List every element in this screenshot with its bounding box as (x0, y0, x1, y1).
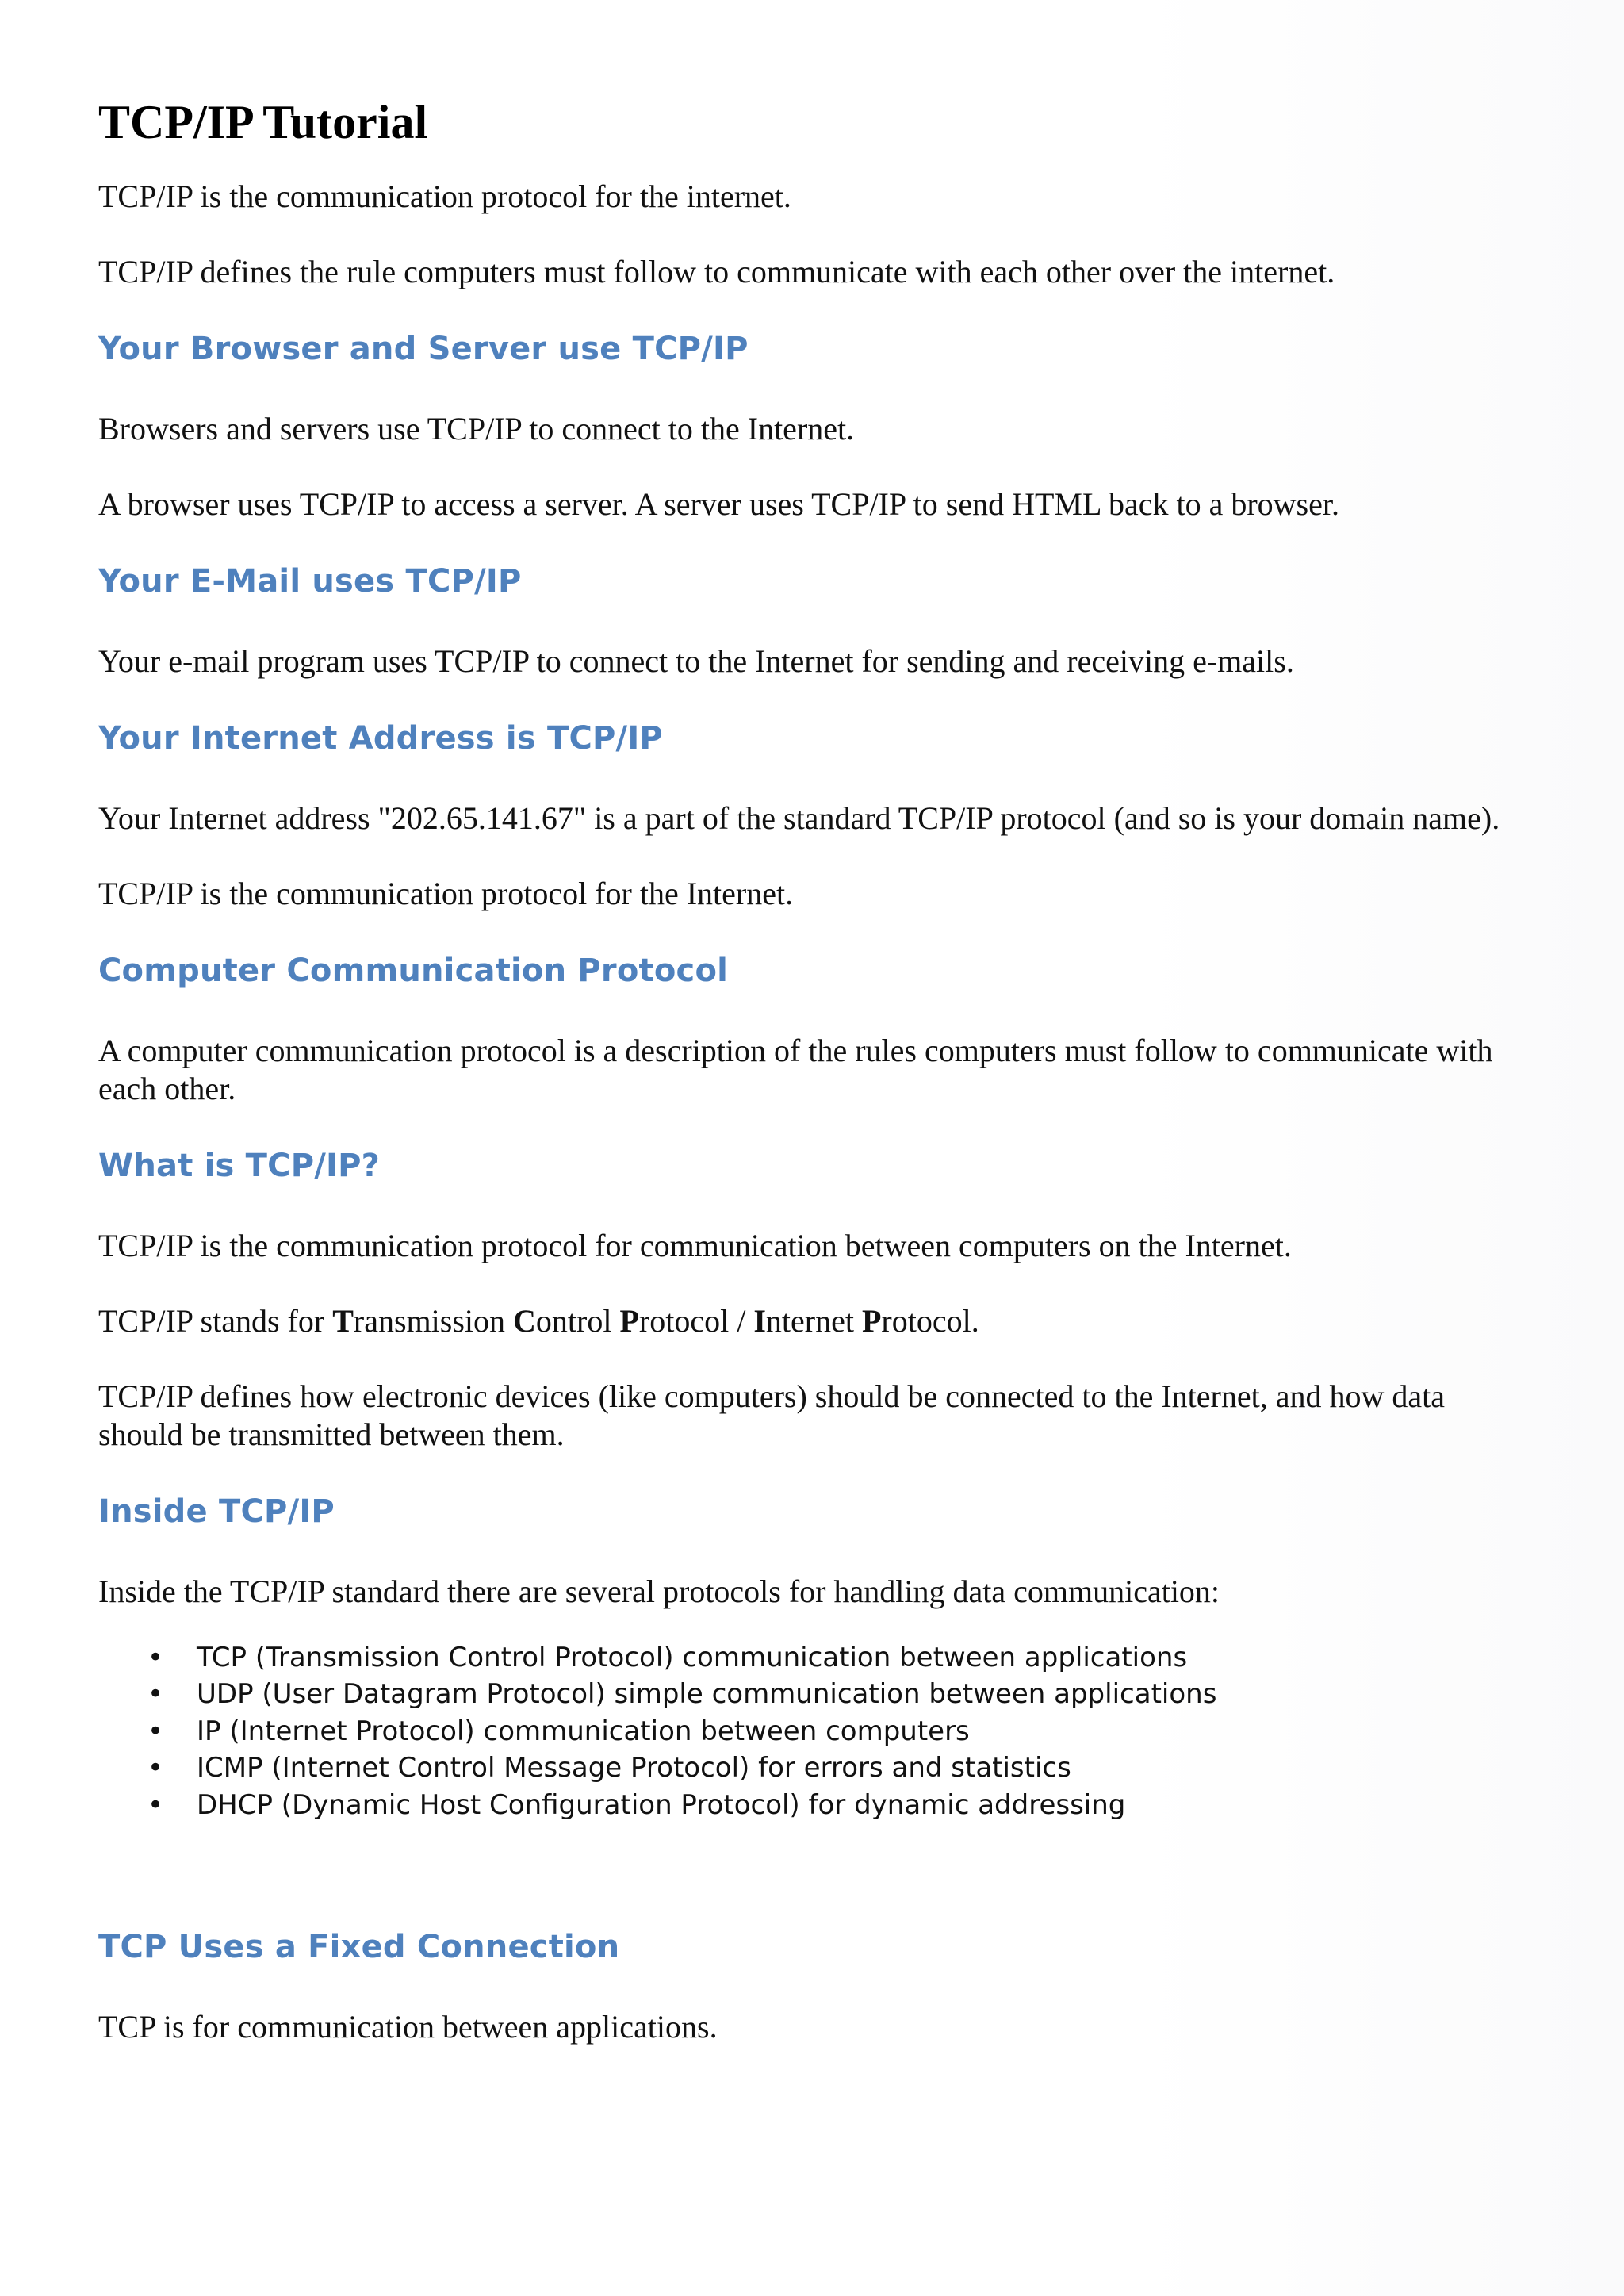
page-title: TCP/IP Tutorial (98, 96, 428, 148)
acronym-word-rest: rotocol. (881, 1303, 979, 1339)
acronym-word-rest: rotocol / (638, 1303, 754, 1339)
acronym-word-rest: ransmission (353, 1303, 514, 1339)
section-paragraph: TCP/IP is the communication protocol for communication between computers on the Internet. (98, 1228, 1292, 1263)
list-item-text: ICMP (Internet Control Message Protocol) for errors and statistics (197, 1752, 1071, 1784)
section-heading-browser-server: Your Browser and Server use TCP/IP (98, 331, 749, 367)
document-content (98, 94, 1510, 2083)
section-paragraph: Inside the TCP/IP standard there are several protocols for handling data communication: (98, 1573, 1220, 1609)
section-paragraph: TCP/IP is the communication protocol for the Internet. (98, 876, 794, 911)
section-paragraph: TCP/IP defines how electronic devices (like computers) should be connected to the Internet, and how data should be transmitted between them. (98, 1378, 1445, 1452)
section-paragraph: Browsers and servers use TCP/IP to connect to the Internet. (98, 411, 855, 447)
section-heading-what-is-tcpip: What is TCP/IP? (98, 1148, 381, 1184)
section-heading-email: Your E-Mail uses TCP/IP (98, 563, 522, 600)
section-paragraph: TCP is for communication between applications. (98, 2009, 718, 2045)
list-item (98, 1676, 1510, 1712)
list-item (98, 1713, 1510, 1750)
acronym-letter-p: P (619, 1303, 639, 1339)
section-paragraph: A computer communication protocol is a description of the rules computers must follow to communicate with each other. (98, 1033, 1493, 1106)
stands-for-prefix: TCP/IP stands for (98, 1303, 333, 1339)
section-heading-internet-address: Your Internet Address is TCP/IP (98, 720, 663, 757)
section-heading-fixed-connection: TCP Uses a Fixed Connection (98, 1929, 620, 1966)
bullet-icon: • (147, 1715, 164, 1747)
list-item-text: UDP (User Datagram Protocol) simple communication between applications (197, 1678, 1217, 1711)
section-paragraph: Your Internet address "202.65.141.67" is a part of the standard TCP/IP protocol (and so is your domain name). (98, 800, 1500, 836)
list-item-text: DHCP (Dynamic Host Configuration Protocol) for dynamic addressing (197, 1788, 1126, 1821)
section-paragraph: A browser uses TCP/IP to access a server. A server uses TCP/IP to send HTML back to a browser. (98, 486, 1339, 522)
section-heading-communication-protocol: Computer Communication Protocol (98, 953, 729, 989)
section-paragraph: Your e-mail program uses TCP/IP to connect to the Internet for sending and receiving e-mails. (98, 643, 1294, 679)
intro-paragraph: TCP/IP defines the rule computers must follow to communicate with each other over the internet. (98, 254, 1335, 289)
bullet-icon: • (147, 1678, 164, 1711)
stands-for-paragraph (98, 1302, 1510, 1340)
protocol-list (98, 1639, 1510, 1823)
acronym-letter-c: C (513, 1303, 536, 1339)
acronym-letter-t: T (332, 1303, 354, 1339)
list-item-text: IP (Internet Protocol) communication between computers (197, 1715, 970, 1747)
acronym-word-rest: ontrol (535, 1303, 620, 1339)
acronym-letter-i: I (753, 1303, 766, 1339)
list-item (98, 1787, 1510, 1823)
bullet-icon: • (147, 1642, 164, 1673)
list-item-text: TCP (Transmission Control Protocol) communication between applications (197, 1642, 1188, 1673)
bullet-icon: • (147, 1752, 164, 1784)
list-item (98, 1639, 1510, 1676)
bullet-icon: • (147, 1788, 164, 1821)
intro-paragraph: TCP/IP is the communication protocol for the internet. (98, 178, 791, 214)
section-heading-inside-tcpip: Inside TCP/IP (98, 1493, 335, 1530)
list-item (98, 1750, 1510, 1786)
acronym-word-rest: nternet (765, 1303, 862, 1339)
acronym-letter-p: P (861, 1303, 882, 1339)
